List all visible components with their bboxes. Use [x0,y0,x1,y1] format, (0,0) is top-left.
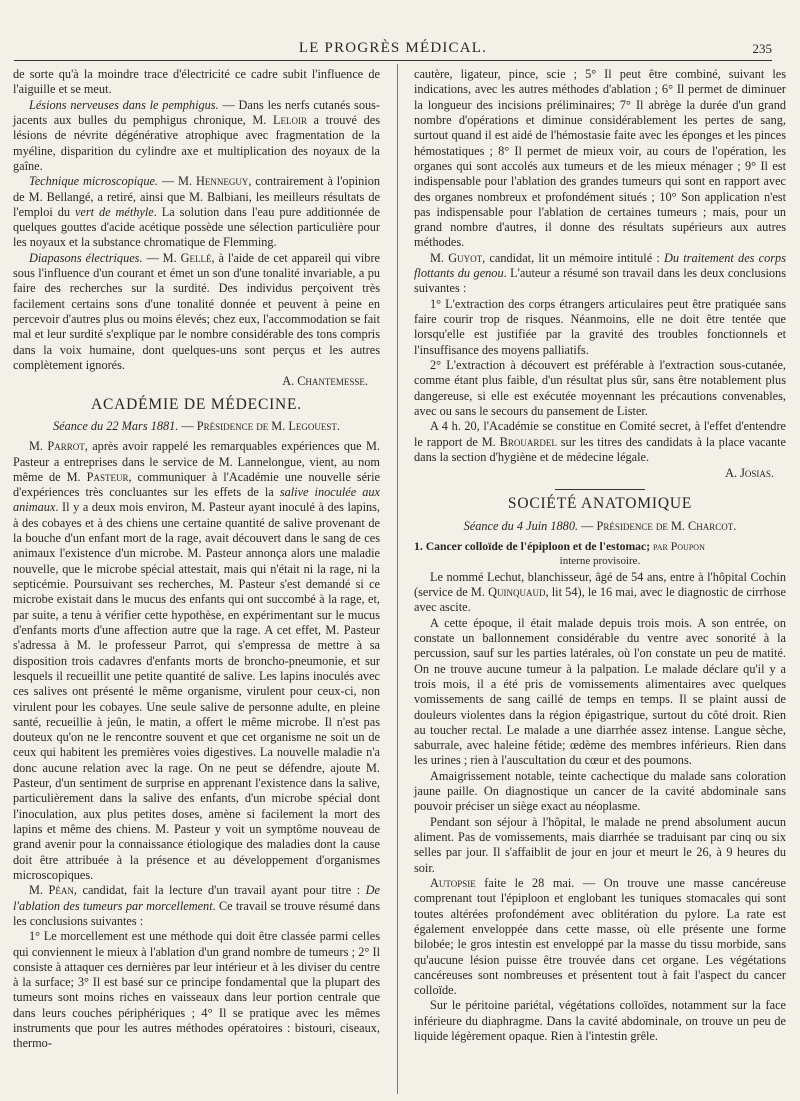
running-title: LE PROGRÈS MÉDICAL. [298,40,488,56]
paragraph: Pendant son séjour à l'hôpital, le malade ne prend absolument aucun aliment. Pas de vomissements, mais diarrhée se traduisant par cinq ou six selles par jour. Il s'affaiblit de jour en jour et meurt le 26, à 9 heures du soir. [414,814,786,875]
person-name: Parrot [47,439,85,454]
paragraph: M. Guyot, candidat, lit un mémoire intitulé : Du traitement des corps flottants du genou. L'auteur a résumé son travail dans les deux conclusions suivantes : [414,250,786,296]
person-name: Leloir [272,112,307,127]
person-name: Henneguy [195,174,249,189]
session-line: Séance du 22 Mars 1881. — Présidence de M. Legouest. [53,418,340,433]
page-number: 235 [752,41,772,56]
right-column [414,67,786,1044]
case-heading: 1. Cancer colloïde de l'épiploon et de l'estomac; par Poupon [414,540,705,554]
paragraph: M. Parrot, après avoir rappelé les remarquables expériences que M. Pasteur a entreprises dans le service de M. Lannelongue, vient, au nom même de M. Pasteur, communiquer à l'Académie une nouvelle série d'expériences très concluantes sur les effets de la salive inoculée aux animaux. Il y a deux mois environ, M. Pasteur ayant inoculé à des lapins, à des cobayes et à des chiens une certaine quantité de salive provenant de la bouche d'un enfant mort de la rage, avait découvert dans le sang de ces animaux l'existence d'un microbe. M. Pasteur annonça alors une maladie nouvelle, que le microbe spécial attestait, mais qui n'était ni la rage, ni la septicémie. Poursuivant ses recherches, M. Pasteur s'est demandé si ce microbe existait dans le mucus des enfants qui ont succombé à la rage, et, par suite, a tenu à vérifier cette hypothèse, en expérimentant sur le mucus d'enfants morts d'une affection autre que la rage. A cet effet, M. Pasteur s'adressa à M. le professeur Parrot, qui s'empressa de mettre à sa disposition trois cadavres d'enfants morts de broncho-pneumonie, et sur lesquels il recueillit une petite quantité de salive. Les lapins inoculés avec ces salives ont présenté le même organisme, virulent pour ceux-ci, non virulent pour les cobayes. Une seule salive de personne adulte, en pleine santé, recueillie à jeûn, le matin, a offert le même microbe. Il n'est pas douteux qu'on ne le rencontre souvent et que cet organisme ne soit un de ceux qui habitent les premières voies digestives. La nouvelle maladie n'a donc aucune relation avec la rage. On ne peut se défendre, ajoute M. Pasteur, d'un sentiment de surprise en apprenant l'existence dans la salive, particulièrement dans la salive des enfants, d'un microbe spécial dont l'inoculation, aux plus petites doses, amène si facilement la mort des lapins et même des chiens. M. Pasteur y voit un symptôme nouveau de grand avenir pour la connaissance étiologique des maladies dont la cause doit être attribuée à la présence et au développement d'organismes microscopiques. [13,439,380,882]
section-separator [555,489,645,490]
paragraph: Le nommé Lechut, blanchisseur, âgé de 54 ans, entre à l'hôpital Cochin (service de M. Quinquaud, lit 54), le 16 mai, avec le diagnostic de cirrhose avec ascite. [414,569,786,615]
topic-label: Technique microscopique. [29,174,158,189]
paragraph: 1° L'extraction des corps étrangers articulaires peut être pratiquée sans faire courir trop de risques. Néanmoins, elle ne doit être tentée que lorsqu'elle est justifiée par la gravité des troubles fonctionnels et l'insuffisance des moyens palliatifs. [414,296,786,357]
case-author-role: interne provisoire. [559,555,641,568]
person-name: Péan [48,883,74,898]
paragraph: 2° L'extraction à découvert est préférable à l'extraction sous-cutanée, comme étant plus faible, d'un résultat plus sûr, sans être notablement plus dangereuse, si elle est exécutée moyennant les précautions convenables, avec ou sans le secours du pansement de Lister. [414,357,786,418]
section-heading: SOCIÉTÉ ANATOMIQUE [507,495,693,513]
header-rule [14,60,772,61]
person-name: Gellé [180,250,212,265]
paragraph: de sorte qu'à la moindre trace d'électricité ce cadre subit l'influence de l'aiguille et se meut. [13,67,380,97]
column-divider [397,64,398,1094]
paragraph: A 4 h. 20, l'Académie se constitue en Comité secret, à l'effet d'entendre le rapport de M. Brouardel sur les titres des candidats à la place vacante dans la section d'hygiène et de médecine légale. [414,419,787,464]
topic-label: Lésions nerveuses dans le pemphigus. [29,97,219,112]
paragraph: Amaigrissement notable, teinte cachectique du malade sans coloration jaune paille. On diagnostique un cancer de la cavité abdominale sans pouvoir préciser un siège exact au néoplasme. [414,768,786,814]
person-name: Quinquaud [488,585,546,599]
topic-label: Autopsie [430,875,476,890]
section-heading: ACADÉMIE DE MÉDECINE. [91,395,302,413]
paragraph: Lésions nerveuses dans le pemphigus. — Dans les nerfs cutanés sous-jacents aux bulles du pemphigus chronique, M. Leloir a trouvé des lésions de névrite dégénérative atrophique avec fragmentation de la myéline, disparition du cylindre axe et multiplication des noyaux de la gaîne. [13,97,380,173]
paragraph: 1° Le morcellement est une méthode qui doit être classée parmi celles qui conviennent le mieux à l'ablation d'un grand nombre de tumeurs ; 2° Il consiste à attaquer ces dernières par leur intérieur et à les diviser du centre à la surface; 3° Il est basé sur ce principe fondamental que la plupart des tumeurs sont moins riches en vaisseaux dans leur portion centrale que dans leurs couches périphériques ; 4° Il se pratique avec les mêmes instruments que pour les autres méthodes opératoires : bistouri, ciseaux, thermo- [13,929,380,1051]
page-header [14,38,772,58]
paragraph: Diapasons électriques. — M. Gellé, à l'aide de cet appareil qui vibre sous l'influence d'un courant et émet un son d'une tonalité invariable, a pu faire des recherches sur la surdité. Des individus perçoivent très facilement certains sons d'une tonalité donnée et peuvent à peine en percevoir d'autres plus ou moins élevés; chez eux, l'accommodation se fait mal et leur surdité s'explique par le nombre considérable des tons compris dans la voix humaine, dont quelques-uns sont perçus et les autres complètement ignorés. [13,250,380,372]
session-line: Séance du 4 Juin 1880. — Présidence de M. Charcot. [463,518,737,533]
topic-label: Diapasons électriques. [29,250,143,265]
person-name: Brouardel [499,434,557,449]
author-signature: A. Chantemesse. [282,374,368,389]
person-name: Pasteur [86,469,129,484]
paragraph: Technique microscopique. — M. Henneguy, contrairement à l'opinion de M. Bellangé, a retiré, ainsi que M. Balbiani, les meilleurs résultats de l'emploi du vert de méthyle. La solution dans l'eau pure additionnée de quelques gouttes d'acide acétique possède une sélection particulière pour les noyaux et la substance chromatique de Flemming. [13,174,380,250]
paragraph: Autopsie faite le 28 mai. — On trouve une masse cancéreuse comprenant tout l'épiploon et englobant les tuniques stomacales qui sont toutes altérées profondément avec oblitération du pylore. La rate est également enveloppée dans cette masse, où elle présente une forme bilobée; le gros intestin est enveloppé par la masse du tissu morbide, sans qu'aucune lésion puisse être trouvée dans cet organe. Les végétations cancéreuses sont nombreuses et présentent tout à fait l'aspect du cancer colloïde. [414,875,786,998]
paragraph: A cette époque, il était malade depuis trois mois. A son entrée, on constate un ballonnement considérable du ventre avec sonorité à la percussion, sauf sur les parties latérales, où l'on constate un peu de matité. On ne trouve aucune tumeur à la palpation. Le malade déclare qu'il y a trois mois, il a été pris de vomissements alimentaires avec quelques vomissements de sang caillé de temps en temps. Il se plaint aussi de douleurs violentes dans la région épigastrique, surtout du côté droit. Rien au toucher rectal. Le malade a une diarrhée assez intense. Langue sèche, saburrale, avec haleine fétide; œdème des membres inférieurs. Rien dans les urines ; rien à l'auscultation du cœur et des poumons. [414,615,786,768]
author-signature: A. Josias. [725,466,774,481]
paragraph: M. Péan, candidat, fait la lecture d'un travail ayant pour titre : De l'ablation des tumeurs par morcellement. Ce travail se trouve résumé dans les conclusions suivantes : [13,883,380,928]
left-column [13,67,380,1052]
person-name: Guyot [448,250,483,265]
paragraph: Sur le péritoine pariétal, végétations colloïdes, notamment sur la face inférieure du diaphragme. Dans la cavité abdominale, on trouve un peu de liquide légèrement opaque. Rien à l'intestin grêle. [414,998,786,1044]
paragraph: cautère, ligateur, pince, scie ; 5° Il peut être combiné, suivant les indications, avec les autres méthodes d'ablation ; 6° Il permet de diminuer la longueur des incisions préliminaires; 7° Il abrège la durée d'un grand nombre d'opérations et diminue considérablement les pertes de sang, surtout quand il est aidé de l'hémostasie faite avec les éponges et les pinces hémostatiques ; 8° Il permet de mieux voir, au cours de l'opération, les organes qui sont accolés aux tumeurs et de les mieux ménager ; 9° Il est indispensable pour l'ablation des grandes tumeurs qui sont en rapport avec des organes nombreux et profondément situés ; 10° Son application n'est pas indispensable pour l'ablation de certaines tumeurs ; mais, pour un grand nombre d'autres, il donne des résultats supérieurs aux autres méthodes. [414,67,786,250]
